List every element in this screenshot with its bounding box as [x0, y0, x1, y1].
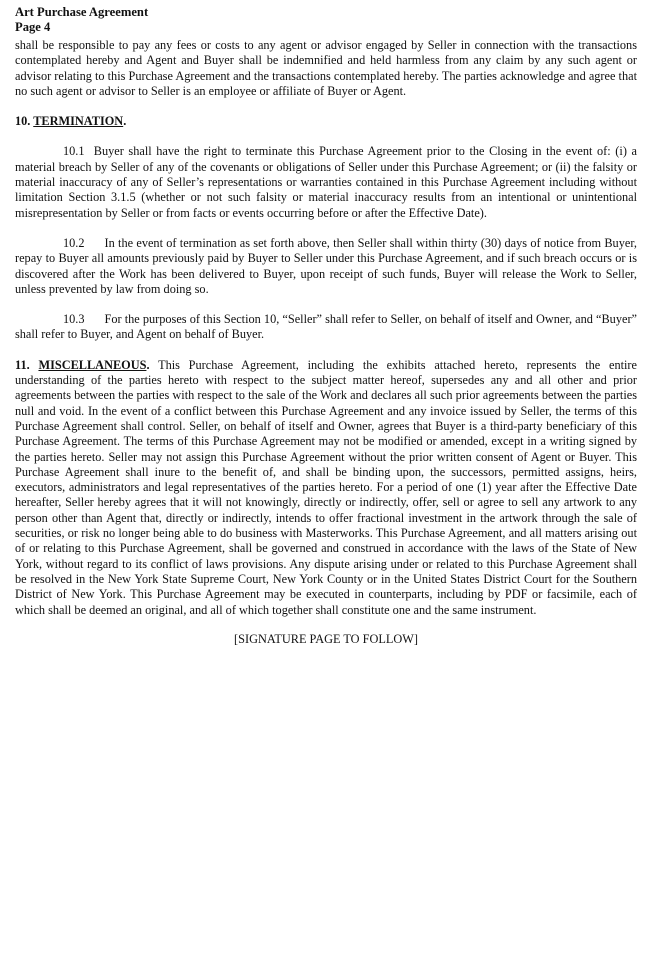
document-title: Art Purchase Agreement — [15, 5, 149, 19]
intro-paragraph: shall be responsible to pay any fees or costs to any agent or advisor engaged by Seller in connection with the transactions contemplated hereby and Agent and Buyer shall be indemnified and held harmless from any claim by any such agent or advisor relating to this Purchase Agreement and the transactions contemplated hereby. The parties acknowledge and agree that no such agent or advisor to Seller is an employee or affiliate of Buyer or Agent. — [15, 38, 637, 98]
clause-10-2-text: In the event of termination as set forth above, then Seller shall within thirty (30) days of notice from Buyer, repay to Buyer all amounts previously paid by Buyer to Seller under this Purchase Agreement, and if such breach occurs or is discovered after the Work has been delivered to Buyer, upon receipt of such funds, Buyer will release the Work to Seller, unless prevented by law from doing so. — [15, 235, 637, 296]
document-page — [15, 5, 637, 647]
clause-10-3 — [15, 312, 637, 343]
clause-10-2 — [15, 236, 637, 297]
clause-10-1 — [15, 144, 637, 220]
page-number: Page 4 — [15, 20, 51, 34]
section-11-title: MISCELLANEOUS — [38, 357, 147, 372]
section-10-number: 10. — [15, 114, 31, 129]
clause-10-3-text: For the purposes of this Section 10, “Seller” shall refer to Seller, on behalf of itself and Owner, and “Buyer” shall refer to Buyer, and Agent on behalf of Buyer. — [15, 312, 637, 342]
clause-10-1-text: Buyer shall have the right to terminate this Purchase Agreement prior to the Closing in the event of: (i) a material breach by Seller of any of the covenants or obligations of Seller under this Purchase Agreement; or (ii) the falsity or material inaccuracy of any of Seller’s representations or warranties contained in this Purchase Agreement including without limitation Section 3.1.5 (whether or not such falsity or material inaccuracy results from an intentional or unintentional misrepresentation by Seller or from facts or events occurring before or after the Effective Date). — [15, 144, 637, 220]
section-11-heading: 11. MISCELLANEOUS. — [15, 357, 150, 372]
signature-page-note: [SIGNATURE PAGE TO FOLLOW] — [234, 631, 418, 646]
section-11-paragraph — [15, 358, 637, 618]
clause-10-1-number: 10.1 — [63, 144, 85, 159]
section-11-number: 11. — [15, 357, 30, 372]
clause-10-2-number: 10.2 — [63, 235, 85, 250]
clause-10-3-number: 10.3 — [63, 312, 85, 327]
section-11-text: This Purchase Agreement, including the exhibits attached hereto, represents the entire understanding of the parties hereto with respect to the subject matter hereof, supersedes any and all other and prior agreements between the parties with respect to the sale of the Work and declares all such prior agreements between the parties null and void. In the event of a conflict between this Purchase Agreement and any invoice issued by Seller, the terms of this Purchase Agreement shall control. Seller, on behalf of itself and Owner, agrees that Buyer is a third-party beneficiary of this Purchase Agreement. The terms of this Purchase Agreement may not be modified or amended, except in a writing signed by the parties hereto. Seller may not assign this Purchase Agreement without the prior written consent of Agent or Buyer. This Purchase Agreement shall inure to the benefit of, and shall be binding upon, the successors, permitted assigns, heirs, executors, administrators and legal representatives of the parties hereto. For a period of one (1) year after the Effective Date hereafter, Seller hereby agrees that it will not knowingly, directly or indirectly, offer, sell or agree to sell any artwork to any person other than Agent that, directly or indirectly, intends to offer fractional investment in the artwork through the sale of securities, or risk no longer being able to do business with Masterworks. This Purchase Agreement, and all matters arising out of or relating to this Purchase Agreement, shall be governed and construed in accordance with the laws of the State of New York, without regard to its conflict of laws provisions. Any dispute arising under or related to this Purchase Agreement shall be resolved in the New York State Supreme Court, New York County or in the United States District Court for the Southern District of New York. This Purchase Agreement may be executed in counterparts, including by PDF or facsimile, each of which shall be deemed an original, and all of which together shall constitute one and the same instrument. — [15, 357, 637, 617]
section-10-heading: 10. TERMINATION. — [15, 114, 127, 129]
section-10-title: TERMINATION — [33, 114, 124, 129]
